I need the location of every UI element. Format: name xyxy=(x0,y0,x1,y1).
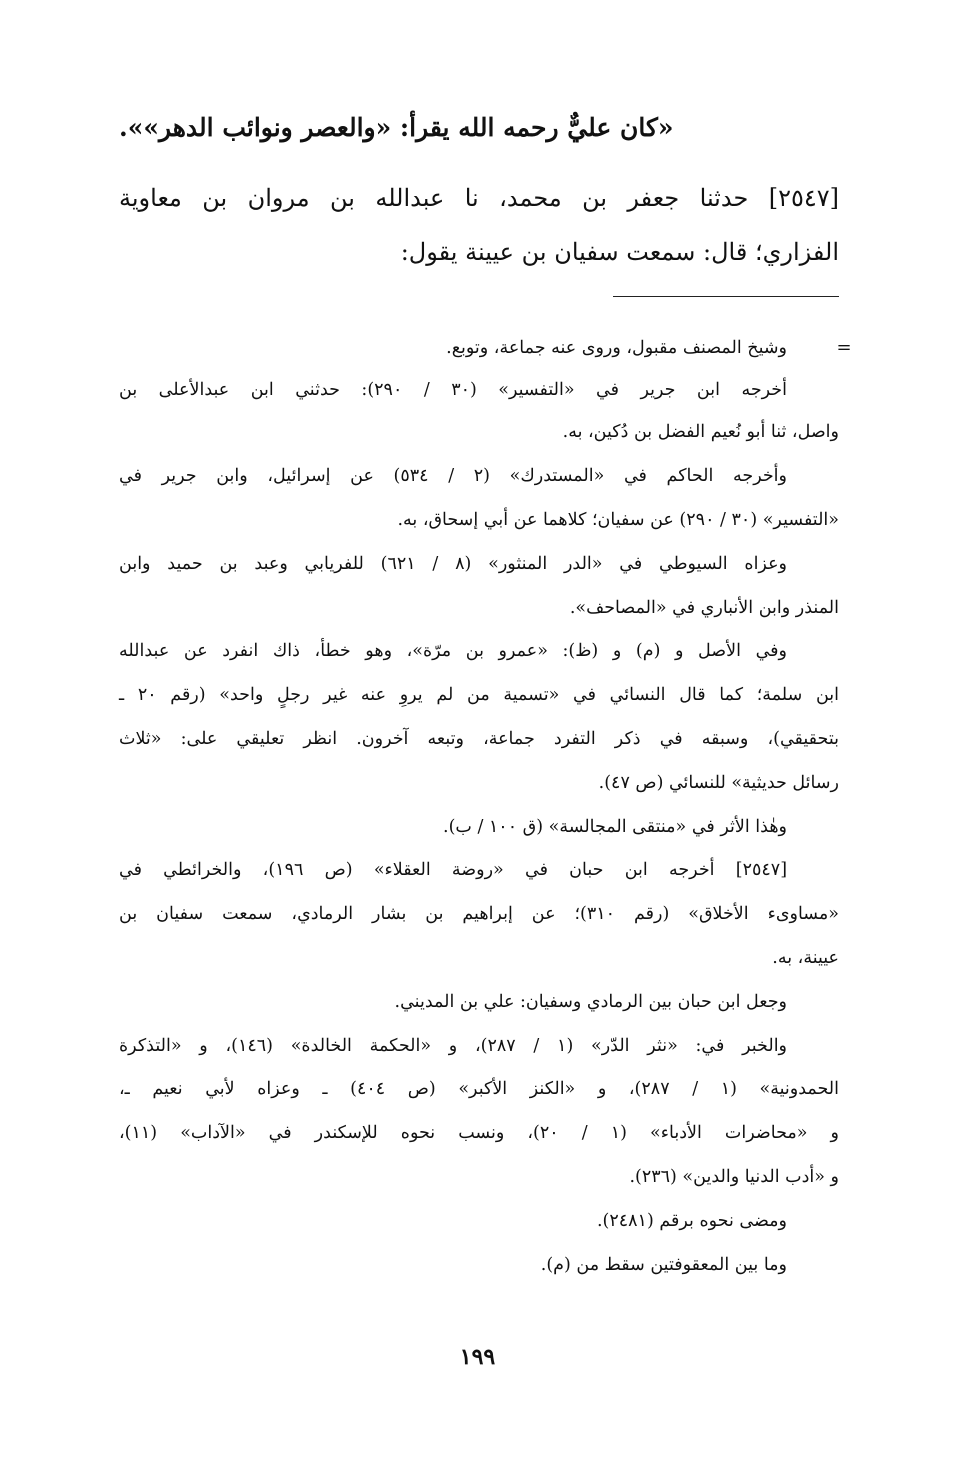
main-line-hadith-2547: [٢٥٤٧] حدثنا جعفر بن محمد، نا عبدالله بن مروان بن معاوية xyxy=(119,184,839,212)
footnote-line: المنذر وابن الأنباري في «المصاحف». xyxy=(569,598,839,618)
footnote-line: واصل، ثنا أبو نُعيم الفضل بن دُكين، به. xyxy=(562,422,839,442)
continuation-marker: = xyxy=(836,337,852,358)
footnote-line: رسائل حديثية» للنسائي (ص ٤٧). xyxy=(598,773,839,793)
footnote-line: بتحقيقي)، وسبقه في ذكر التفرد جماعة، وتبعه آخرون. انظر تعليقي على: «ثلاث xyxy=(119,729,839,749)
footnote-line: و «محاضرات الأدباء» (١ / ٢٠)، ونسب نحوه للإسكندر في «الآداب» (١١)، xyxy=(119,1123,839,1143)
footnote-line: ومضى نحوه برقم (٢٤٨١). xyxy=(596,1211,787,1231)
footnote-line: وأخرجه الحاكم في «المستدرك» (٢ / ٥٣٤) عن إسرائيل، وابن جرير في xyxy=(119,466,787,486)
footnote-line: عيينة، به. xyxy=(772,948,839,968)
footnote-line: وشيخ المصنف مقبول، وروى عنه جماعة، وتوبع. xyxy=(446,338,787,358)
footnote-line: وجعل ابن حبان بين الرمادي وسفيان: علي بن المديني. xyxy=(394,992,787,1012)
main-line-narrator: الفزاري؛ قال: سمعت سفيان بن عيينة يقول: xyxy=(400,238,839,266)
footnote-line: و «أدب الدنيا والدين» (٢٣٦). xyxy=(629,1167,839,1187)
footnote-line: وعزاه السيوطي في «الدر المنثور» (٨ / ٦٢١) للفريابي وعبد بن حميد وابن xyxy=(119,554,787,574)
footnote-line: وهٰذا الأثر في «منتقى المجالسة» (ق ١٠٠ / ب). xyxy=(443,817,787,837)
footnote-line: «مساوىء الأخلاق» (رقم ٣١٠)؛ عن إبراهيم بن بشار الرمادي، سمعت سفيان بن xyxy=(119,904,839,924)
footnote-line: الحمدونية» (١ / ٢٨٧)، و «الكنز الأكبر» (ص ٤٠٤) ـ وعزاه لأبي نعيم ـ، xyxy=(119,1079,840,1099)
footnote-line: وفي الأصل و (م) و (ظ): «عمرو بن مرّة»، وهو خطأ، ذاك انفرد عن عبدالله xyxy=(119,641,787,661)
main-line-quote: «كان عليٌّ رحمه الله يقرأ: «والعصر ونوائب الدهر»». xyxy=(119,113,674,142)
footnote-line: «التفسير» (٣٠ / ٢٩٠) عن سفيان؛ كلاهما عن أبي إسحاق، به. xyxy=(397,510,839,530)
footnote-line: والخبر في: «نثر الدّر» (١ / ٢٨٧)، و «الحكمة الخالدة» (١٤٦)، و «التذكرة xyxy=(119,1036,788,1056)
footnote-line: وما بين المعقوفتين سقط من (م). xyxy=(540,1255,787,1275)
footnote-line: أخرجه ابن جرير في «التفسير» (٣٠ / ٢٩٠): حدثني ابن عبدالأعلى بن xyxy=(119,380,787,400)
footnote-line: [٢٥٤٧] أخرجه ابن حبان في «روضة العقلاء» (ص ١٩٦)، والخرائطي في xyxy=(119,860,788,880)
page-number: ١٩٩ xyxy=(459,1344,496,1370)
footnote-separator xyxy=(613,296,839,297)
footnote-line: ابن سلمة؛ كما قال النسائي في «تسمية من لم يروِ عنه غير رجلٍ واحد» (رقم ٢٠ ـ xyxy=(119,685,839,705)
